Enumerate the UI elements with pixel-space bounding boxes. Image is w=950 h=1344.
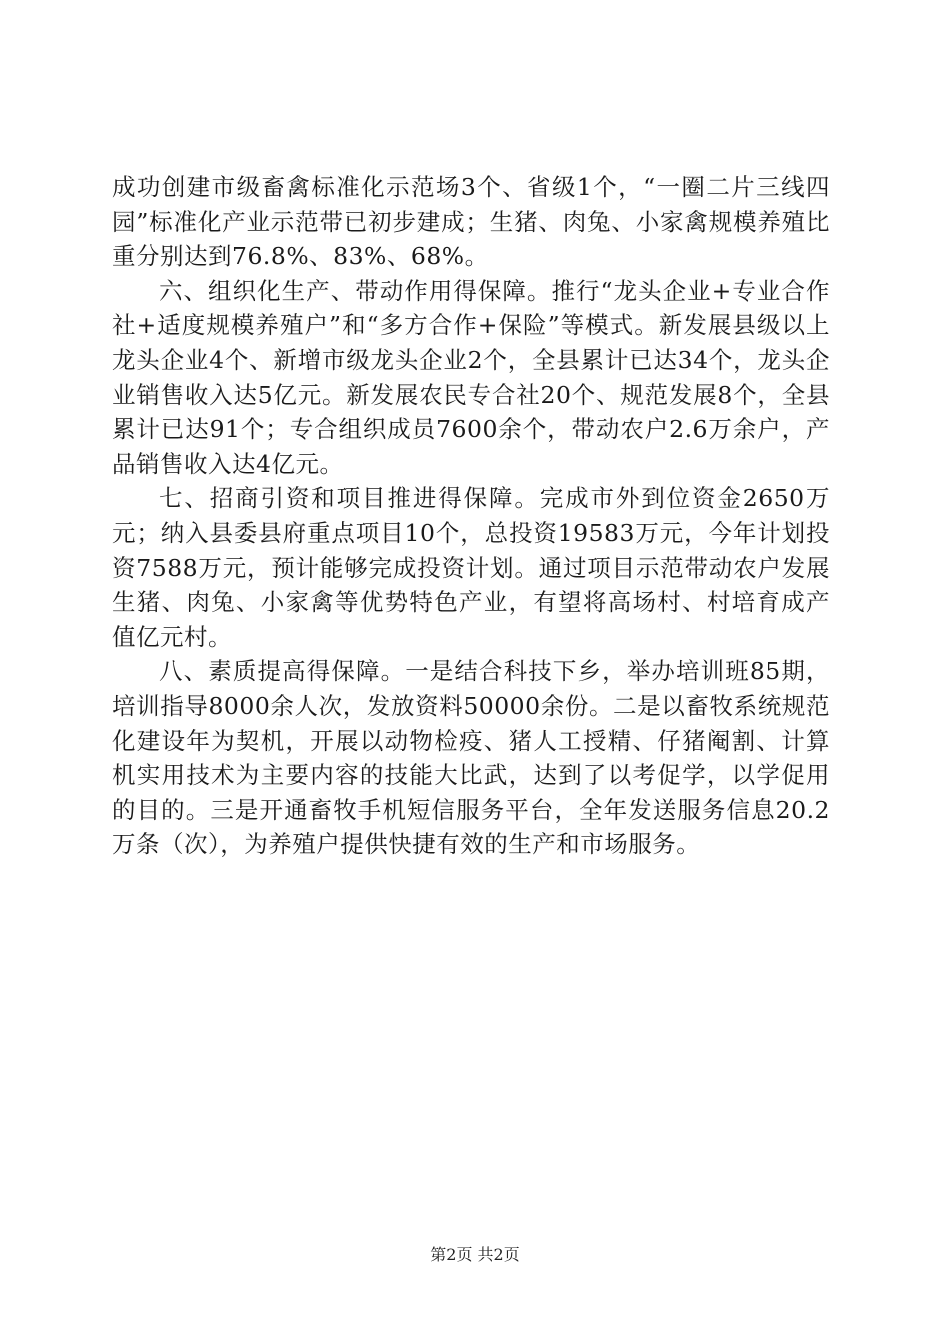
paragraph-continuation: 成功创建市级畜禽标准化示范场3个、省级1个，“一圈二片三线四园”标准化产业示范带已初步建成；生猪、肉兔、小家禽规模养殖比重分别达到76.8%、83%、68%。 bbox=[112, 173, 830, 271]
page-number-label: 第2页 共2页 bbox=[430, 1245, 520, 1264]
page-footer bbox=[0, 1245, 950, 1265]
paragraph-section-eight: 八、素质提高得保障。一是结合科技下乡，举办培训班85期，培训指导8000余人次，发放资料50000余份。二是以畜牧系统规范化建设年为契机，开展以动物检疫、猪人工授精、仔猪阉割、计算机实用技术为主要内容的技能大比武，达到了以考促学，以学促用的目的。三是开通畜牧手机短信服务平台，全年发送服务信息20.2万条（次），为养殖户提供快捷有效的生产和市场服务。 bbox=[112, 657, 830, 859]
document-body bbox=[112, 170, 830, 862]
paragraph-section-six: 六、组织化生产、带动作用得保障。推行“龙头企业+专业合作社+适度规模养殖户”和“多方合作+保险”等模式。新发展县级以上龙头企业4个、新增市级龙头企业2个，全县累计已达34个，龙头企业销售收入达5亿元。新发展农民专合社20个、规范发展8个，全县累计已达91个；专合组织成员7600余个，带动农户2.6万余户，产品销售收入达4亿元。 bbox=[112, 276, 830, 478]
paragraph-section-seven: 七、招商引资和项目推进得保障。完成市外到位资金2650万元；纳入县委县府重点项目10个，总投资19583万元，今年计划投资7588万元，预计能够完成投资计划。通过项目示范带动农户发展生猪、肉兔、小家禽等优势特色产业，有望将高场村、村培育成产值亿元村。 bbox=[112, 484, 830, 651]
